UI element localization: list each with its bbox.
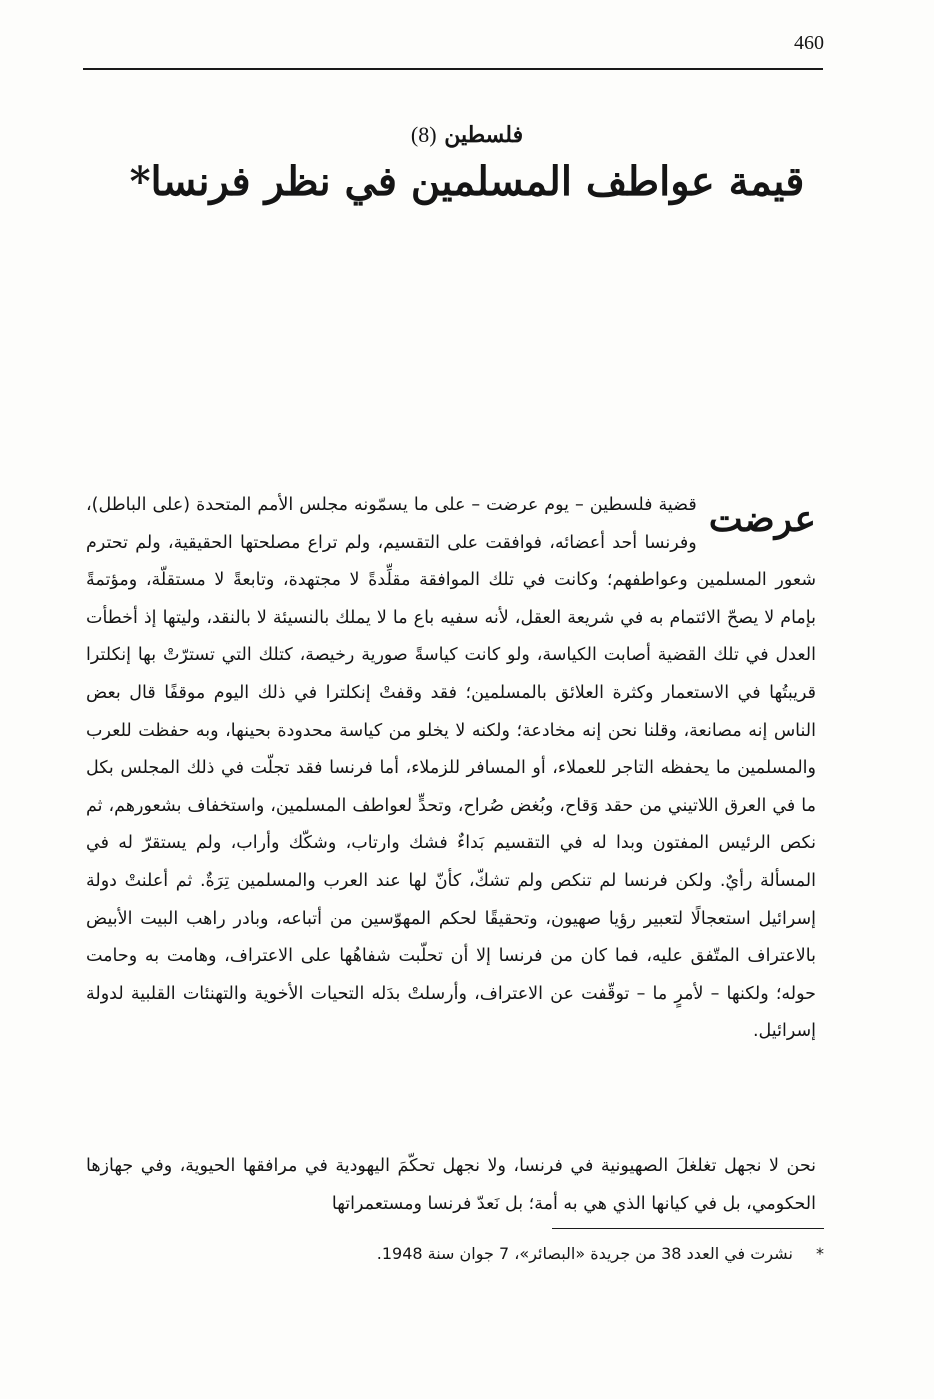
article-title: قيمة عواطف المسلمين في نظر فرنسا* bbox=[129, 158, 805, 205]
series-heading bbox=[0, 122, 934, 148]
header-rule bbox=[83, 68, 823, 70]
footnote-marker: * bbox=[816, 1244, 824, 1263]
footnote-text: نشرت في العدد 38 من جريدة «البصائر»، 7 جوان سنة 1948. bbox=[376, 1244, 793, 1263]
series-title: فلسطين bbox=[444, 122, 524, 148]
page-number: 460 bbox=[794, 32, 824, 54]
series-number: (8) bbox=[410, 122, 437, 147]
paragraph-1: قضية فلسطين – يوم عرضت – على ما يسمّونه مجلس الأمم المتحدة (على الباطل)، وفرنسا أحد أعضائه، فوافقت على التقسيم، ولم تراع مصلحتها الحقيقية، ولم تحترم شعور المسلمين وعواطفهم؛ وكانت في تلك الموافقة مقلِّدةً لا مجتهدة، وتابعةً لا مستقلّة، ومؤتمةً بإمام لا يصحّ الائتمام به في شريعة العقل، لأنه سفيه باع ما لا يملك بالنسيئة لا بالنقد، وليتها إذ أخطأت العدل في تلك القضية أصابت الكياسة، ولو كانت كياسةً صورية رخيصة، كتلك التي تسترّتْ بها إنكلترا قريبتُها في الاستعمار وكثرة العلائق بالمسلمين؛ فقد وقفتْ إنكلترا في ذلك اليوم موقفًا قال بعض الناس إنه مصانعة، وقلنا نحن إنه مخادعة؛ ولكنه لا يخلو من كياسة محدودة بحينها، وبه حفظت للعرب والمسلمين ما يحفظه التاجر للعملاء، أو المسافر للزملاء، أما فرنسا فقد تجلّت في ذلك المجلس بكل ما في العرق اللاتيني من حقد وَقاح، وبُغض صُراح، وتحدٍّ لعواطف المسلمين، واستخفاف بشعورهم، ثم نكص الرئيس المفتون وبدا له في التقسيم بَداءٌ فشك وارتاب، وشكّك وأراب، ولم يستقرّ له في المسألة رأيٌ. ولكن فرنسا لم تنكص ولم تشكّ، كأنّ لها عند العرب والمسلمين تِرَةٌ. ثم أعلنتْ دولة إسرائيل استعجالًا لتعبير رؤيا صهيون، وتحقيقًا لحكم المهوّسين من أتباعه، وبادر راهب البيت الأبيض بالاعتراف المتّفق عليه، فما كان من فرنسا إلا أن تحلّبت شفاهُها على الاعتراف، وهامت به وحامت حوله؛ ولكنها – لأمرٍ ما – توقّفت عن الاعتراف، وأرسلتْ بدَله التحيات الأخوية والتهنئات القلبية لدولة إسرائيل. bbox=[86, 495, 816, 1042]
paragraph-2: نحن لا نجهل تغلغلَ الصهيونية في فرنسا، ولا نجهل تحكّمَ اليهودية في مرافقها الحيوية، وفي جهازها الحكومي، بل في كيانها الذي هي به أمة؛ بل نَعدّ فرنسا ومستعمراتها bbox=[86, 1156, 816, 1214]
footnote-rule bbox=[552, 1228, 824, 1229]
footnote bbox=[104, 1244, 824, 1263]
article-body bbox=[86, 487, 816, 1051]
drop-cap-word: عرضت bbox=[708, 498, 816, 540]
